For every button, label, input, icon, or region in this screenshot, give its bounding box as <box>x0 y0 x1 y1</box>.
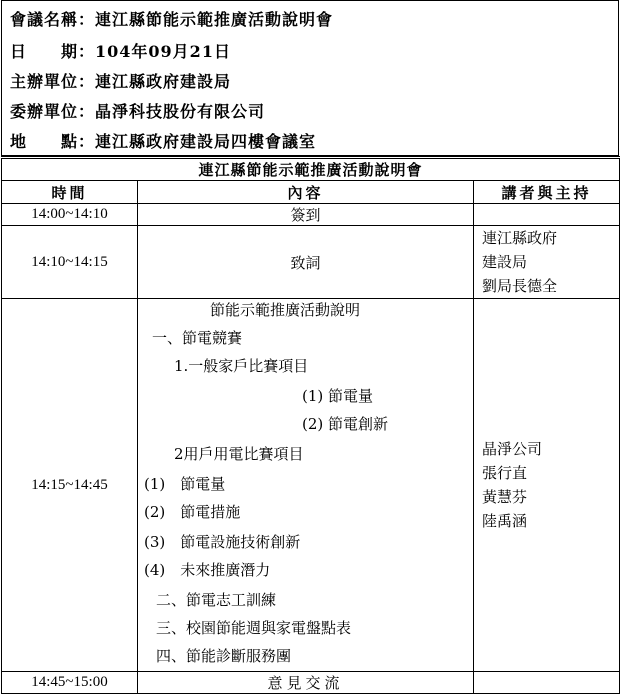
organizer-label: 委辦單位： <box>10 101 96 121</box>
table-row <box>2 672 620 694</box>
speaker-line: 晶淨公司 <box>482 440 543 458</box>
table-row <box>2 299 620 672</box>
organizer-value: 晶淨科技股份有限公司 <box>95 101 266 121</box>
content-line: 節能示範推廣活動說明 <box>210 301 361 319</box>
content-line: 四、節能診斷服務團 <box>156 647 292 665</box>
speaker-line: 張行直 <box>482 464 528 482</box>
table-row <box>2 204 620 226</box>
content-line: (1) 節電量 <box>144 475 226 493</box>
organizer-row <box>2 95 619 125</box>
content-line: 二、節電志工訓練 <box>156 591 277 609</box>
content-line: (4) 未來推廣潛力 <box>144 561 271 579</box>
content-line: 2用戶用電比賽項目 <box>174 445 304 463</box>
content-line: 1.一般家戶比賽項目 <box>174 357 309 375</box>
content-line: (1) 節電量 <box>302 387 374 405</box>
host-value: 連江縣政府建設局 <box>95 71 232 91</box>
row-time: 14:45~15:00 <box>2 672 138 694</box>
row-time: 14:15~14:45 <box>2 299 138 672</box>
row-time: 14:10~14:15 <box>2 226 138 299</box>
speaker-line: 劉局長德全 <box>482 277 558 295</box>
speaker-line: 陸禹涵 <box>482 512 528 530</box>
row-content: 簽到 <box>138 204 474 226</box>
venue-row <box>2 125 619 156</box>
venue-label: 地 點： <box>10 131 96 151</box>
meeting-name-label: 會議名稱： <box>10 9 96 29</box>
venue-value: 連江縣政府建設局四樓會議室 <box>95 131 317 151</box>
content-line: 一、節電競賽 <box>152 329 243 347</box>
schedule-table <box>1 156 620 694</box>
meeting-info-table <box>1 0 619 156</box>
row-speaker <box>474 672 620 694</box>
header-speaker: 講者與主持 <box>474 181 620 204</box>
speaker-line: 建設局 <box>482 253 528 271</box>
host-label: 主辦單位： <box>10 71 96 91</box>
header-time: 時間 <box>2 181 138 204</box>
row-speaker <box>474 226 620 299</box>
meeting-date-label: 日 期： <box>10 41 96 61</box>
row-speaker <box>474 299 620 672</box>
row-content: 致詞 <box>138 226 474 299</box>
content-line: 三、校園節能週與家電盤點表 <box>156 619 352 637</box>
content-line: (2) 節電創新 <box>302 415 389 433</box>
row-speaker <box>474 204 620 226</box>
meeting-date-row <box>2 35 619 65</box>
schedule-title: 連江縣節能示範推廣活動說明會 <box>2 158 620 181</box>
speaker-line: 連江縣政府 <box>482 229 558 247</box>
header-content: 內容 <box>138 181 474 204</box>
row-content <box>138 299 474 672</box>
content-line: (2) 節電措施 <box>144 503 241 521</box>
host-row <box>2 65 619 95</box>
row-time: 14:00~14:10 <box>2 204 138 226</box>
speaker-line: 黃慧芬 <box>482 488 528 506</box>
agenda-document <box>1 0 619 694</box>
meeting-date-value: 104年09月21日 <box>95 41 231 61</box>
meeting-name-value: 連江縣節能示範推廣活動說明會 <box>95 9 334 29</box>
table-row <box>2 226 620 299</box>
content-line: (3) 節電設施技術創新 <box>144 533 301 551</box>
row-content: 意見交流 <box>138 672 474 694</box>
meeting-name-row <box>2 1 619 36</box>
